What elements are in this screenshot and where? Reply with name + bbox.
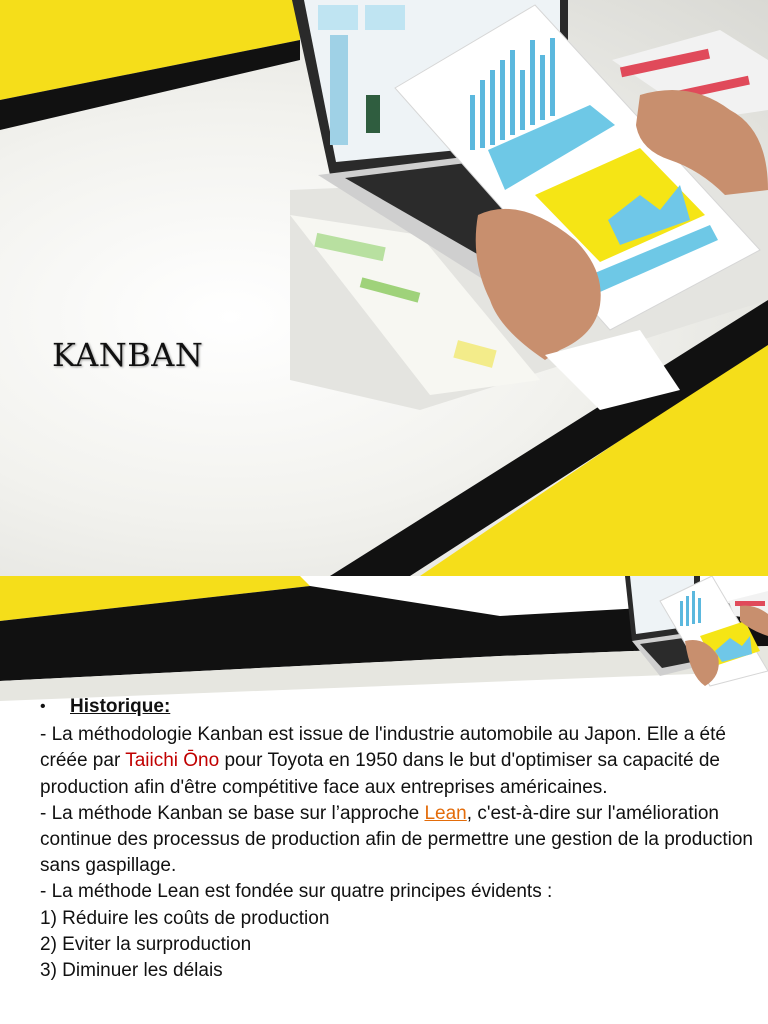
paragraph-lean-end: , c'est-à-dire sur l'amélioration continue des processus de production afin de permettre une gestion de la production sans gaspillage.: [40, 802, 753, 877]
slide-title: KANBAN: [52, 336, 204, 374]
content-slide: [0, 576, 768, 1024]
principle-item: 2) Eviter la surproduction: [40, 933, 252, 955]
principle-item: 1) Réduire les coûts de production: [40, 907, 330, 929]
paragraph-origin: [40, 722, 756, 801]
paragraph-lean-start: - La méthode Kanban se base sur l’approche: [40, 802, 425, 824]
lean-link[interactable]: Lean: [424, 802, 467, 824]
historique-heading: [40, 694, 756, 720]
lean-principles-intro: - La méthode Lean est fondée sur quatre principes évidents :: [40, 881, 553, 903]
person-name-highlight: Taiichi Ōno: [125, 750, 220, 772]
principle-item: 3) Diminuer les délais: [40, 960, 223, 982]
paragraph-origin-end: pour Toyota en 1950 dans le but d'optimiser sa capacité de production afin d'être compétitive face aux entreprises américaines.: [40, 750, 720, 798]
heading-text: Historique:: [70, 696, 171, 717]
paragraph-origin-start: - La méthodologie Kanban est issue de l'industrie automobile au Japon. Elle a été créée par: [40, 724, 726, 772]
historique-content: [40, 694, 756, 984]
bullet-icon: •: [40, 698, 46, 715]
paragraph-lean: [40, 801, 756, 880]
